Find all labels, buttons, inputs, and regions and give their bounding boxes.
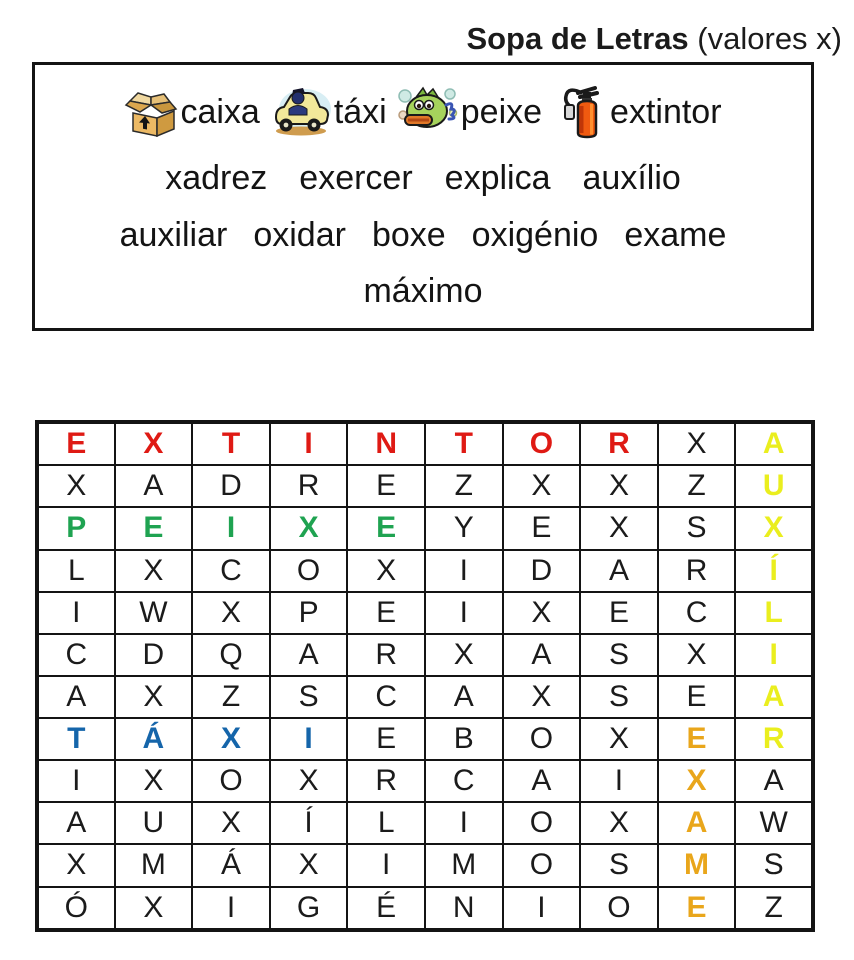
grid-cell[interactable]: O	[580, 887, 658, 930]
word-label: caixa	[180, 93, 260, 132]
grid-cell[interactable]: U	[115, 802, 193, 844]
grid-cell[interactable]: A	[37, 676, 115, 718]
grid-cell[interactable]: M	[425, 844, 503, 886]
grid-cell[interactable]: X	[425, 634, 503, 676]
grid-cell[interactable]: I	[37, 592, 115, 634]
grid-cell[interactable]: I	[735, 634, 813, 676]
grid-cell[interactable]: X	[37, 465, 115, 507]
grid-cell[interactable]: Z	[658, 465, 736, 507]
grid-cell[interactable]: R	[347, 634, 425, 676]
grid-cell[interactable]: Q	[192, 634, 270, 676]
grid-cell[interactable]: E	[347, 465, 425, 507]
grid-cell[interactable]: É	[347, 887, 425, 930]
word-list-box	[32, 62, 814, 331]
grid-cell[interactable]: Z	[192, 676, 270, 718]
fish-icon	[397, 84, 459, 140]
grid-cell[interactable]: I	[192, 887, 270, 930]
grid-cell[interactable]: A	[735, 676, 813, 718]
grid-cell[interactable]: I	[425, 550, 503, 592]
word-exame: exame	[624, 215, 727, 254]
taxi-icon	[270, 84, 332, 140]
grid-cell[interactable]: T	[192, 422, 270, 465]
word-explica: explica	[444, 159, 551, 198]
grid-cell[interactable]: T	[425, 422, 503, 465]
grid-cell[interactable]: D	[192, 465, 270, 507]
grid-cell[interactable]: X	[192, 718, 270, 760]
grid-cell[interactable]: X	[503, 465, 581, 507]
grid-cell[interactable]: X	[658, 634, 736, 676]
grid-cell[interactable]: X	[503, 676, 581, 718]
grid-cell[interactable]: O	[503, 802, 581, 844]
word-auxiliar: auxiliar	[119, 215, 228, 254]
word-row-1	[165, 159, 681, 197]
grid-cell[interactable]: P	[270, 592, 348, 634]
box-icon	[124, 87, 178, 137]
letter-grid-body	[37, 422, 813, 930]
word-label: extintor	[610, 93, 722, 132]
grid-cell[interactable]: X	[347, 550, 425, 592]
word-maximo: máximo	[363, 271, 483, 310]
grid-cell[interactable]: I	[503, 887, 581, 930]
grid-row	[37, 802, 813, 844]
grid-cell[interactable]: C	[37, 634, 115, 676]
grid-cell[interactable]: X	[192, 592, 270, 634]
grid-row	[37, 676, 813, 718]
grid-cell[interactable]: R	[735, 718, 813, 760]
grid-cell[interactable]: S	[735, 844, 813, 886]
grid-cell[interactable]: I	[270, 718, 348, 760]
grid-cell[interactable]: O	[270, 550, 348, 592]
page-title	[466, 22, 842, 56]
picture-word-taxi	[270, 84, 387, 140]
grid-cell[interactable]: X	[658, 760, 736, 802]
grid-cell[interactable]: M	[658, 844, 736, 886]
grid-cell[interactable]: C	[425, 760, 503, 802]
grid-row	[37, 465, 813, 507]
word-label: peixe	[460, 93, 543, 132]
grid-cell[interactable]: I	[347, 844, 425, 886]
grid-cell[interactable]: I	[270, 422, 348, 465]
grid-cell[interactable]: O	[503, 422, 581, 465]
grid-cell[interactable]: I	[580, 760, 658, 802]
word-row-3	[363, 272, 482, 310]
grid-cell[interactable]: X	[503, 592, 581, 634]
fire-extinguisher-icon	[552, 83, 608, 141]
grid-cell[interactable]: I	[37, 760, 115, 802]
grid-cell[interactable]: M	[115, 844, 193, 886]
grid-cell[interactable]: C	[192, 550, 270, 592]
grid-cell[interactable]: X	[115, 550, 193, 592]
grid-cell[interactable]: Í	[270, 802, 348, 844]
grid-cell[interactable]: A	[735, 422, 813, 465]
grid-cell[interactable]: L	[347, 802, 425, 844]
grid-cell[interactable]: O	[503, 718, 581, 760]
grid-cell[interactable]: X	[115, 422, 193, 465]
picture-word-extintor	[552, 83, 722, 141]
grid-cell[interactable]: Y	[425, 507, 503, 549]
grid-row	[37, 550, 813, 592]
grid-cell[interactable]: I	[425, 802, 503, 844]
grid-cell[interactable]: X	[270, 844, 348, 886]
grid-cell[interactable]: C	[658, 592, 736, 634]
grid-cell[interactable]: Z	[425, 465, 503, 507]
grid-cell[interactable]: R	[658, 550, 736, 592]
grid-cell[interactable]: E	[347, 507, 425, 549]
grid-cell[interactable]: E	[347, 592, 425, 634]
grid-cell[interactable]: X	[735, 507, 813, 549]
grid-cell[interactable]: A	[658, 802, 736, 844]
grid-cell[interactable]: C	[347, 676, 425, 718]
grid-row	[37, 592, 813, 634]
grid-cell[interactable]: G	[270, 887, 348, 930]
grid-cell[interactable]: E	[580, 592, 658, 634]
grid-cell[interactable]: O	[192, 760, 270, 802]
grid-cell[interactable]: X	[115, 887, 193, 930]
grid-cell[interactable]: D	[503, 550, 581, 592]
grid-cell[interactable]: Á	[192, 844, 270, 886]
grid-cell[interactable]: N	[425, 887, 503, 930]
grid-cell[interactable]: E	[658, 887, 736, 930]
grid-cell[interactable]: S	[580, 844, 658, 886]
grid-cell[interactable]: X	[658, 422, 736, 465]
grid-cell[interactable]: X	[270, 760, 348, 802]
grid-cell[interactable]: X	[580, 465, 658, 507]
grid-cell[interactable]: B	[425, 718, 503, 760]
grid-cell[interactable]: L	[735, 592, 813, 634]
grid-cell[interactable]: E	[115, 507, 193, 549]
grid-cell[interactable]: A	[37, 802, 115, 844]
grid-cell[interactable]: X	[115, 760, 193, 802]
picture-words-row	[124, 83, 721, 141]
grid-cell[interactable]: X	[270, 507, 348, 549]
word-boxe: boxe	[371, 215, 446, 254]
grid-cell[interactable]: T	[37, 718, 115, 760]
grid-cell[interactable]: Á	[115, 718, 193, 760]
grid-cell[interactable]: A	[735, 760, 813, 802]
grid-cell[interactable]: E	[503, 507, 581, 549]
grid-cell[interactable]: P	[37, 507, 115, 549]
grid-cell[interactable]: S	[270, 676, 348, 718]
grid-cell[interactable]: A	[580, 550, 658, 592]
picture-word-peixe	[397, 84, 542, 140]
grid-cell[interactable]: A	[115, 465, 193, 507]
grid-cell[interactable]: E	[37, 422, 115, 465]
grid-cell[interactable]: S	[580, 676, 658, 718]
word-exercer: exercer	[299, 159, 413, 198]
page-title-main: Sopa de Letras	[466, 21, 689, 56]
grid-cell[interactable]: S	[658, 507, 736, 549]
grid-cell[interactable]: R	[270, 465, 348, 507]
grid-cell[interactable]: I	[425, 592, 503, 634]
grid-cell[interactable]: S	[580, 634, 658, 676]
grid-row	[37, 634, 813, 676]
grid-cell[interactable]: Ó	[37, 887, 115, 930]
page-title-suffix: (valores x)	[688, 21, 842, 56]
grid-cell[interactable]: X	[192, 802, 270, 844]
grid-cell[interactable]: Í	[735, 550, 813, 592]
word-xadrez: xadrez	[165, 159, 268, 198]
grid-cell[interactable]: Z	[735, 887, 813, 930]
grid-cell[interactable]: E	[658, 676, 736, 718]
grid-cell[interactable]: X	[580, 802, 658, 844]
grid-cell[interactable]: W	[735, 802, 813, 844]
grid-row	[37, 507, 813, 549]
grid-cell[interactable]: O	[503, 844, 581, 886]
grid-cell[interactable]: X	[580, 507, 658, 549]
grid-cell[interactable]: A	[503, 634, 581, 676]
grid-row	[37, 844, 813, 886]
word-label: táxi	[333, 93, 387, 132]
grid-cell[interactable]: X	[115, 676, 193, 718]
word-row-2	[120, 216, 727, 254]
grid-row	[37, 718, 813, 760]
grid-cell[interactable]: I	[192, 507, 270, 549]
grid-cell[interactable]: A	[425, 676, 503, 718]
word-auxilio: auxílio	[582, 159, 681, 198]
word-oxigenio: oxigénio	[471, 215, 599, 254]
grid-cell[interactable]: U	[735, 465, 813, 507]
grid-cell[interactable]: A	[270, 634, 348, 676]
grid-cell[interactable]: W	[115, 592, 193, 634]
grid-cell[interactable]: L	[37, 550, 115, 592]
grid-cell[interactable]: X	[37, 844, 115, 886]
grid-cell[interactable]: R	[347, 760, 425, 802]
word-oxidar: oxidar	[253, 215, 346, 254]
grid-cell[interactable]: D	[115, 634, 193, 676]
picture-word-caixa	[124, 87, 259, 137]
grid-cell[interactable]: N	[347, 422, 425, 465]
grid-row	[37, 887, 813, 930]
grid-row	[37, 422, 813, 465]
grid-row	[37, 760, 813, 802]
grid-cell[interactable]: E	[658, 718, 736, 760]
grid-cell[interactable]: A	[503, 760, 581, 802]
grid-cell[interactable]: X	[580, 718, 658, 760]
letter-grid	[35, 420, 815, 932]
grid-cell[interactable]: E	[347, 718, 425, 760]
grid-cell[interactable]: R	[580, 422, 658, 465]
